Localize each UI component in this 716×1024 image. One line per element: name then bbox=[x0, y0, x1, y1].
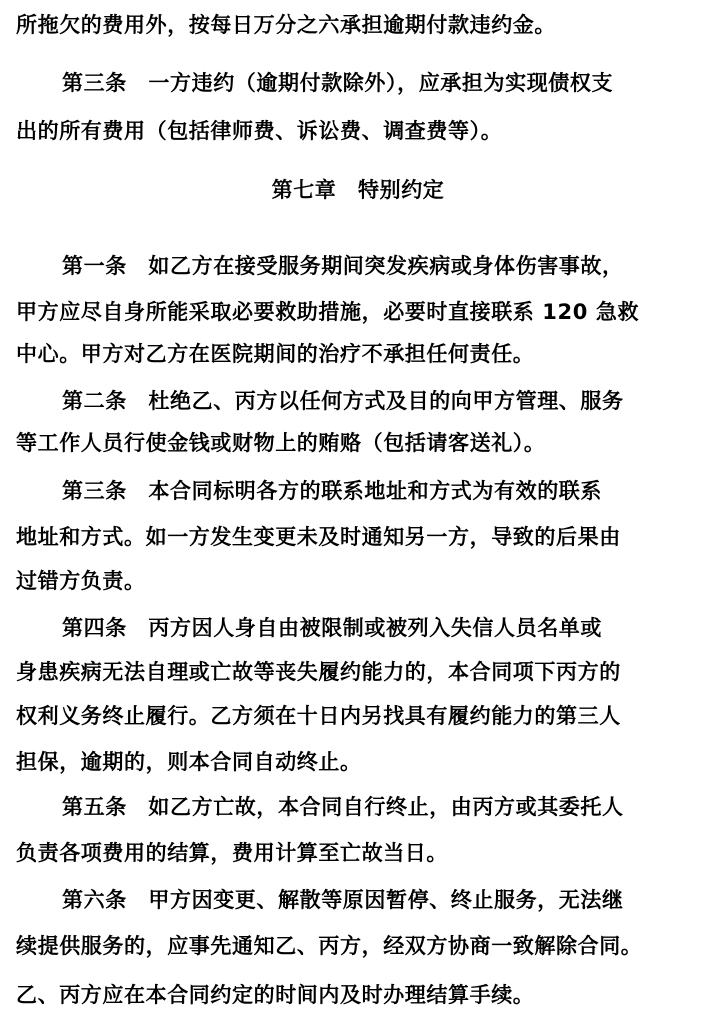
article-6-line-3: 乙、丙方应在本合同约定的时间内及时办理结算手续。 bbox=[16, 983, 535, 1007]
article-4-line-2: 身患疾病无法自理或亡故等丧失履约能力的，本合同项下丙方的 bbox=[16, 660, 621, 684]
article-6-line-1: 第六条 甲方因变更、解散等原因暂停、终止服务，无法继 bbox=[62, 888, 624, 912]
article-3-line-2: 出的所有费用（包括律师费、诉讼费、调查费等）。 bbox=[16, 119, 503, 143]
article-4-line-1: 第四条 丙方因人身自由被限制或被列入失信人员名单或 bbox=[62, 616, 602, 640]
article-2-line-1: 第二条 杜绝乙、丙方以任何方式及目的向甲方管理、服务 bbox=[62, 389, 624, 413]
text-line: 所拖欠的费用外，按每日万分之六承担逾期付款违约金。 bbox=[16, 13, 556, 37]
chapter-heading: 第七章 特别约定 bbox=[271, 178, 445, 202]
article-1-line-2: 甲方应尽自身所能采取必要救助措施，必要时直接联系 120 急救 bbox=[16, 300, 640, 324]
article-3-line-1: 第三条 一方违约（逾期付款除外），应承担为实现债权支 bbox=[62, 71, 614, 95]
article-3b-line-2: 地址和方式。如一方发生变更未及时通知另一方，导致的后果由 bbox=[16, 525, 621, 549]
article-5-line-1: 第五条 如乙方亡故，本合同自行终止，由丙方或其委托人 bbox=[62, 795, 624, 819]
article-1-line-3: 中心。甲方对乙方在医院期间的治疗不承担任何责任。 bbox=[16, 342, 535, 366]
article-3b-line-3: 过错方负责。 bbox=[16, 569, 146, 593]
article-4-line-3: 权利义务终止履行。乙方须在十日内另找具有履约能力的第三人 bbox=[16, 704, 621, 728]
article-1-line-1: 第一条 如乙方在接受服务期间突发疾病或身体伤害事故， bbox=[62, 254, 624, 278]
article-3b-line-1: 第三条 本合同标明各方的联系地址和方式为有效的联系 bbox=[62, 479, 602, 503]
article-5-line-2: 负责各项费用的结算，费用计算至亡故当日。 bbox=[16, 841, 448, 865]
article-2-line-2: 等工作人员行使金钱或财物上的贿赂（包括请客送礼）。 bbox=[16, 431, 546, 455]
article-6-line-2: 续提供服务的，应事先通知乙、丙方，经双方协商一致解除合同。 bbox=[16, 934, 643, 958]
article-4-line-4: 担保，逾期的，则本合同自动终止。 bbox=[16, 750, 362, 774]
